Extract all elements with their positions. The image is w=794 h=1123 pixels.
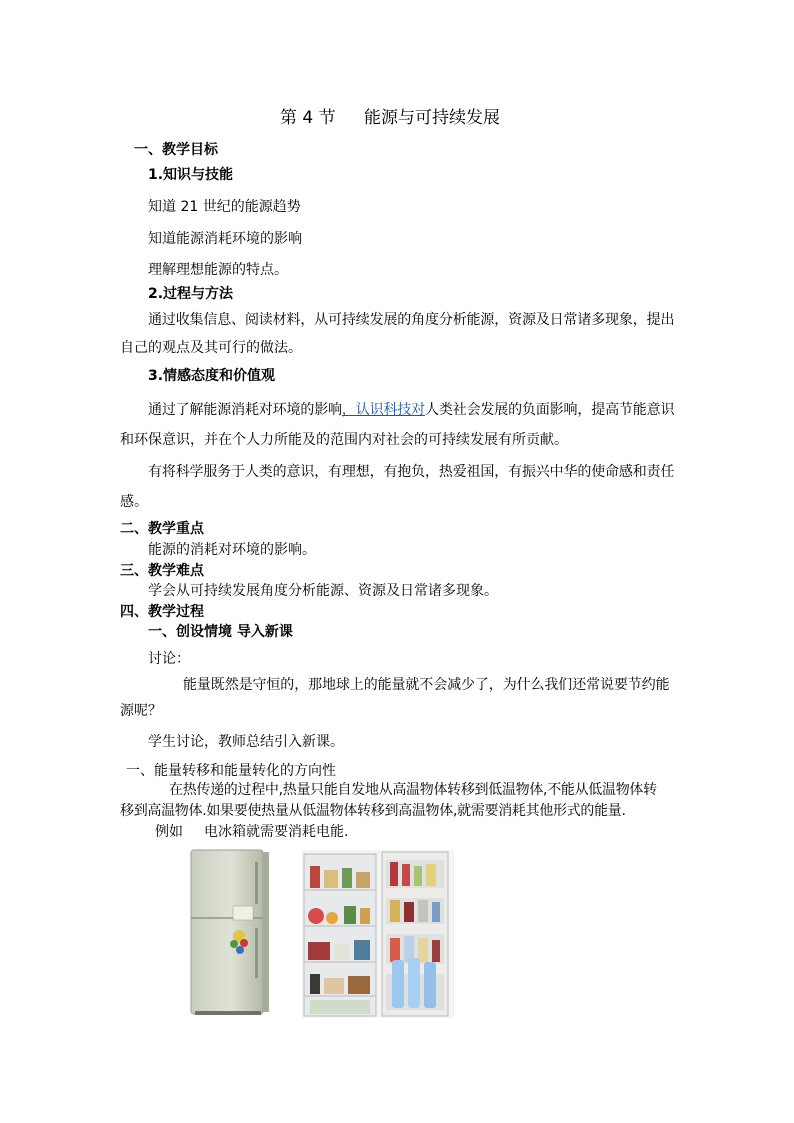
paragraph: 理解理想能源的特点。 — [148, 262, 288, 278]
inline-link[interactable]: ，认识科技对 — [341, 402, 426, 418]
paragraph: 自己的观点及其可行的做法。 — [120, 340, 302, 356]
subsection-heading: 1.知识与技能 — [148, 167, 234, 183]
paragraph: 感。 — [120, 494, 148, 510]
section-heading: 一、教学目标 — [134, 142, 218, 158]
paragraph: 通过收集信息、阅读材料，从可持续发展的角度分析能源，资源及日常诸多现象，提出 — [148, 312, 675, 328]
paragraph: 在热传递的过程中,热量只能自发地从高温物体转移到低温物体,不能从低温物体转 — [169, 782, 657, 798]
paragraph: 和环保意识，并在个人力所能及的范围内对社会的可持续发展有所贡献。 — [120, 432, 568, 448]
page-title-number: 第 4 节 — [280, 108, 336, 128]
paragraph — [148, 401, 674, 419]
paragraph: 能量既然是守恒的，那地球上的能量就不会减少了，为什么我们还常说要节约能 — [183, 677, 670, 693]
subsection-heading: 3.情感态度和价值观 — [148, 368, 276, 384]
subsection-heading: 一、创设情境 导入新课 — [148, 624, 293, 640]
section-heading: 二、教学重点 — [120, 521, 204, 537]
paragraph: 源呢？ — [120, 703, 162, 719]
paragraph: 知道 21 世纪的能源趋势 — [148, 199, 301, 215]
subsection-heading: 2.过程与方法 — [148, 286, 234, 302]
example-label: 例如 — [155, 824, 183, 840]
paragraph: 讨论： — [148, 651, 190, 667]
section-heading: 三、教学难点 — [120, 563, 204, 579]
paragraph: 学会从可持续发展角度分析能源、资源及日常诸多现象。 — [148, 583, 498, 599]
paragraph: 有将科学服务于人类的意识，有理想，有抱负，热爱祖国，有振兴中华的使命感和责任 — [148, 464, 675, 480]
paragraph: 学生讨论，教师总结引入新课。 — [148, 734, 344, 750]
subsection-heading: 一、能量转移和能量转化的方向性 — [126, 763, 336, 779]
paragraph: 知道能源消耗环境的影响 — [148, 231, 302, 247]
paragraph: 移到高温物体.如果要使热量从低温物体转移到高温物体,就需要消耗其他形式的能量. — [120, 803, 626, 819]
page-title: 能源与可持续发展 — [364, 108, 500, 128]
paragraph: 电冰箱就需要消耗电能. — [204, 824, 349, 840]
refrigerator-closed-image — [189, 848, 271, 1016]
paragraph-text: 通过了解能源消耗对环境的影响 — [148, 402, 342, 418]
section-heading: 四、教学过程 — [120, 604, 204, 620]
paragraph-text: 人类社会发展的负面影响，提高节能意识 — [425, 402, 675, 418]
paragraph: 能源的消耗对环境的影响。 — [148, 542, 316, 558]
refrigerator-open-image — [302, 850, 454, 1018]
